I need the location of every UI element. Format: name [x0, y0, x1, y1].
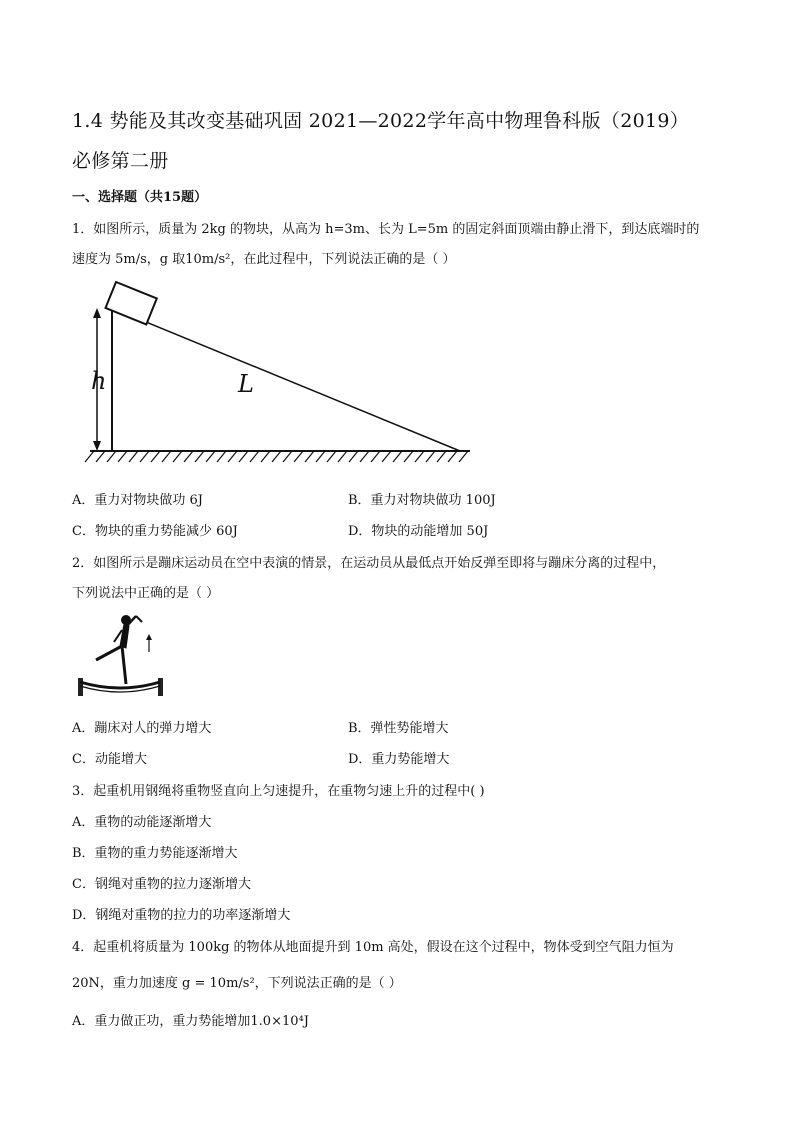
ground-hatch-mark	[217, 451, 226, 462]
ground-hatch-mark	[459, 451, 468, 462]
ground-hatch-mark	[107, 451, 116, 462]
q1-option-a: A．重力对物块做功 6J	[72, 493, 204, 508]
ground-hatch-mark	[437, 451, 446, 462]
ground-hatch-mark	[305, 451, 314, 462]
q1-option-c: C．物块的重力势能减少 60J	[72, 524, 238, 539]
ground-hatch-mark	[118, 451, 127, 462]
athlete-silhouette	[96, 616, 142, 685]
q2-option-b: B．弹性势能增大	[348, 721, 449, 736]
trampoline-bed	[80, 682, 160, 688]
q1-incline-figure	[80, 278, 500, 468]
ground-hatch-mark	[415, 451, 424, 462]
ground-hatch-mark	[184, 451, 193, 462]
ground-hatch-mark	[140, 451, 149, 462]
ground-hatch-mark	[316, 451, 325, 462]
ground-hatch-mark	[129, 451, 138, 462]
q4-text-line1: 4．起重机将质量为 100kg 的物体从地面提升到 10m 高处，假设在这个过程中，物体受到空气阻力恒为	[72, 940, 674, 955]
height-arrow-top-head	[93, 308, 101, 318]
ground-hatch-mark	[371, 451, 380, 462]
q2-option-a: A．蹦床对人的弹力增大	[72, 721, 212, 736]
q1-option-b: B．重力对物块做功 100J	[348, 493, 496, 508]
ground-hatch-mark	[173, 451, 182, 462]
ground-hatch-mark	[327, 451, 336, 462]
ground-hatch-mark	[448, 451, 457, 462]
q2-option-d: D．重力势能增大	[348, 752, 450, 767]
q2-text-line2: 下列说法中正确的是（ ）	[72, 586, 220, 601]
ground-hatch-mark	[151, 451, 160, 462]
ground-hatch-mark	[85, 451, 94, 462]
q3-text-line1: 3．起重机用钢绳将重物竖直向上匀速提升，在重物匀速上升的过程中( )	[72, 784, 485, 799]
ground-hatch-mark	[283, 451, 292, 462]
ground-hatch-mark	[294, 451, 303, 462]
q2-option-c: C．动能增大	[72, 752, 147, 767]
q1-text-line2: 速度为 5m/s，g 取10m/s²，在此过程中，下列说法正确的是（ ）	[72, 252, 456, 267]
q3-option-a: A．重物的动能逐渐增大	[72, 815, 212, 830]
ground-hatch-mark	[261, 451, 270, 462]
ground-hatch-mark	[250, 451, 259, 462]
section-heading: 一、选择题（共15题）	[72, 190, 208, 205]
ground-hatch	[85, 451, 468, 462]
ground-hatch-mark	[338, 451, 347, 462]
q1-text-line1: 1．如图所示，质量为 2kg 的物块，从高为 h=3m、长为 L=5m 的固定斜面顶端由静止滑下，到达底端时的	[72, 222, 700, 237]
ground-hatch-mark	[195, 451, 204, 462]
ground-hatch-mark	[426, 451, 435, 462]
ground-hatch-mark	[360, 451, 369, 462]
ground-hatch-mark	[393, 451, 402, 462]
ground-hatch-mark	[382, 451, 391, 462]
ground-hatch-mark	[272, 451, 281, 462]
q2-trampoline-figure	[74, 612, 174, 698]
q1-option-d: D．物块的动能增加 50J	[348, 524, 489, 539]
ground-hatch-mark	[349, 451, 358, 462]
ground-hatch-mark	[162, 451, 171, 462]
height-arrow-bottom-head	[93, 441, 101, 451]
ground-hatch-mark	[96, 451, 105, 462]
ground-hatch-mark	[228, 451, 237, 462]
label-h: h	[91, 367, 107, 395]
doc-title-line1: 1.4 势能及其改变基础巩固 2021—2022学年高中物理鲁科版（2019）	[72, 110, 690, 132]
sliding-block	[106, 282, 157, 324]
ground-hatch-mark	[404, 451, 413, 462]
q4-option-a: A．重力做正功，重力势能增加1.0×10⁴J	[72, 1014, 309, 1029]
q4-text-line2: 20N，重力加速度 g = 10m/s²，下列说法正确的是（ ）	[72, 976, 402, 991]
doc-title-line2: 必修第二册	[72, 150, 169, 172]
q3-option-b: B．重物的重力势能逐渐增大	[72, 846, 238, 861]
trampoline-right-post	[158, 678, 163, 696]
ground-hatch-mark	[206, 451, 215, 462]
q3-option-d: D．钢绳对重物的拉力的功率逐渐增大	[72, 908, 291, 923]
label-L: L	[238, 370, 254, 398]
q2-text-line1: 2．如图所示是蹦床运动员在空中表演的情景，在运动员从最低点开始反弹至即将与蹦床分离的过程中，	[72, 556, 666, 571]
q3-option-c: C．钢绳对重物的拉力逐渐增大	[72, 877, 251, 892]
ground-hatch-mark	[239, 451, 248, 462]
incline-slope	[112, 308, 460, 451]
